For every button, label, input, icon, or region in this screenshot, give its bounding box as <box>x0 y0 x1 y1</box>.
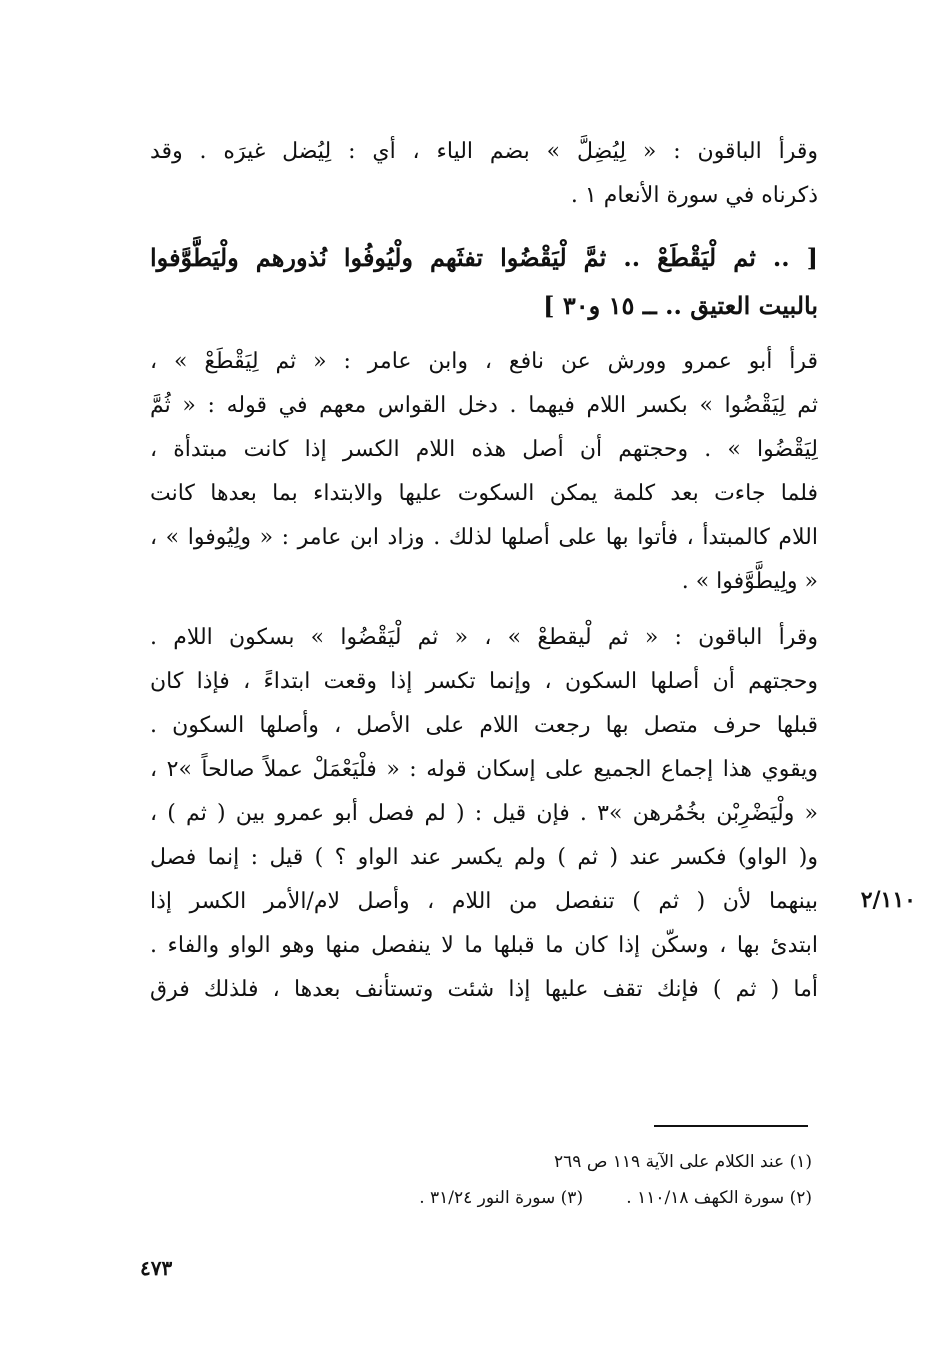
page-number: ٤٧٣ <box>140 1256 173 1280</box>
text-line: قبلها حرف متصل بها رجعت اللام على الأصل ، وأصلها السكون . <box>150 713 818 738</box>
text-line: وقرأ الباقون : « لِيُضِلَّ » بضم الياء ، أي : لِيُضل غيرَه . وقد <box>150 139 818 164</box>
text-line: ذكرناه في سورة الأنعام ١ . <box>570 183 818 208</box>
text-line: و( الواو) فكسر عند ( ثم ) ولم يكسر عند الواو ؟ ) قيل : إنما فصل <box>150 845 818 870</box>
footnote-line: (٢) سورة الكهف ١١٠/١٨ . (٣) سورة النور ٣١/٢٤ . <box>419 1188 812 1208</box>
verse-heading <box>150 234 818 330</box>
text-line: ويقوي هذا إجماع الجميع على إسكان قوله : « فلْيَعْمَلْ عملاً صالحاً »٢ ، <box>150 757 818 782</box>
footnote-line: (١) عند الكلام على الآية ١١٩ ص ٢٦٩ <box>554 1152 812 1172</box>
text-line: قرأ أبو عمرو وورش عن نافع ، وابن عامر : « ثم لِيَقْطَعْ » ، <box>150 349 818 374</box>
paragraph-abu-amr-reading <box>150 340 818 604</box>
paragraph-others-reading <box>150 616 818 1012</box>
text-line: ثم لِيَقْضُوا » بكسر اللام فيهما . دخل القواس معهم في قوله : « ثُمَّ <box>150 393 818 418</box>
text-line: « ولِيطَّوَّفوا » . <box>681 569 818 594</box>
text-line: لِيَقْضُوا » . وحجتهم أن أصل هذه اللام الكسر إذا كانت مبتدأة ، <box>150 437 818 462</box>
text-line: ابتدئ بها ، وسكّن إذا كان ما قبلها ما لا ينفصل منها وهو الواو والفاء . <box>150 933 818 958</box>
text-line: « ولْيَضْرِبْن بخُمُرهن »٣ . فإن قيل : ( لم فصل أبو عمرو بين ( ثم ) ، <box>150 801 818 826</box>
verse-line: [ .. ثم لْيَقْطَعْ .. ثمَّ لْيَقْضُوا تفثَهم ولْيُوفُوا نُذورهم ولْيَطَّوَّفوا <box>150 243 818 272</box>
manuscript-folio-marker: ٢/١١٠ <box>860 887 916 913</box>
text-line: فلما جاءت بعد كلمة يمكن السكوت عليها والابتداء بما بعدها كانت <box>150 481 818 506</box>
footnote-divider <box>654 1125 808 1127</box>
text-line: اللام كالمبتدأ ، فأتوا بها على أصلها لذلك . وزاد ابن عامر : « ولِيُوفوا » ، <box>150 525 818 550</box>
verse-line: بالبيت العتيق .. ــ ١٥ و٣٠ ] <box>543 291 818 320</box>
paragraph-readers-majority <box>150 130 818 218</box>
text-line: بينهما لأن ( ثم ) تنفصل من اللام ، وأصل لام/الأمر الكسر إذا <box>150 889 818 914</box>
text-line: وقرأ الباقون : « ثم لْيقطعْ » ، « ثم لْيَقْضُوا » بسكون اللام . <box>150 625 818 650</box>
footnotes <box>300 1144 812 1216</box>
text-line: أما ( ثم ) فإنك تقف عليها إذا شئت وتستأنف بعدها ، فلذلك فرق <box>150 977 818 1002</box>
text-line: وحجتهم أن أصلها السكون ، وإنما تكسر إذا وقعت ابتداءً ، فإذا كان <box>150 669 818 694</box>
